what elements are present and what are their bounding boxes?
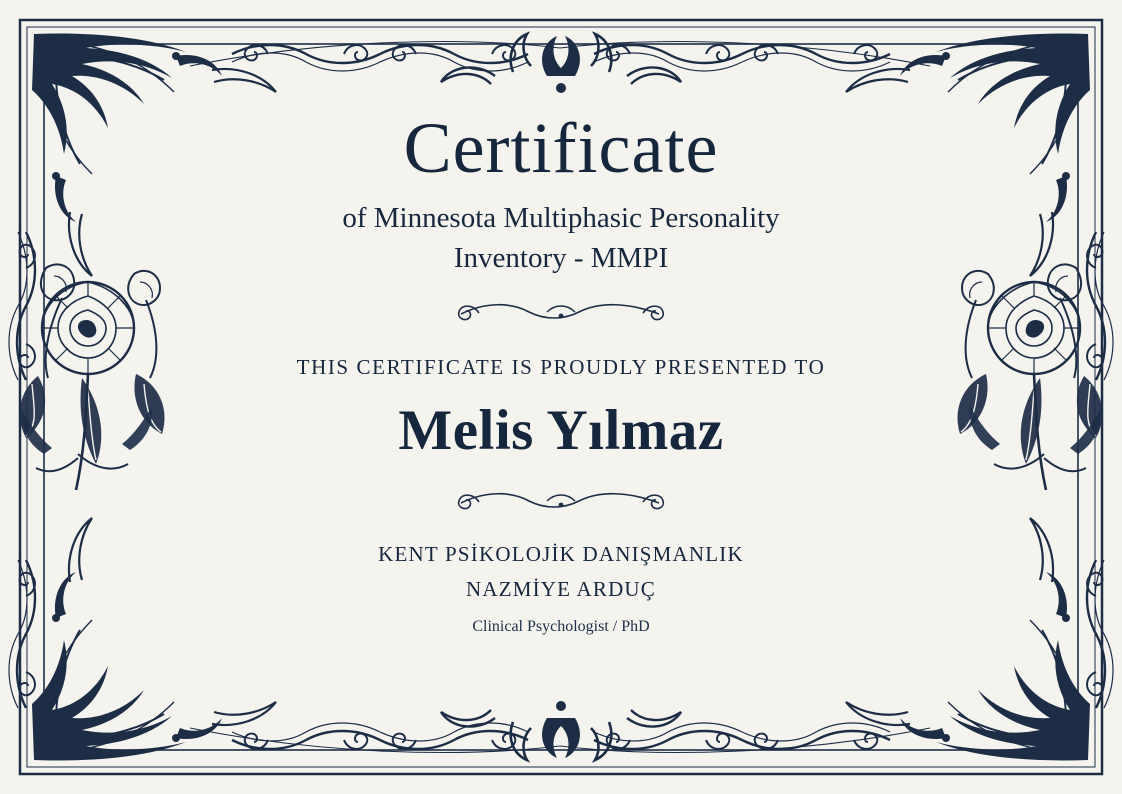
signatory-credential: Clinical Psychologist / PhD bbox=[472, 618, 650, 636]
rose-floral-ornament-left bbox=[20, 264, 165, 490]
rose-floral-ornament-right bbox=[958, 264, 1103, 490]
recipient-name: Melis Yılmaz bbox=[398, 399, 724, 463]
flourish-divider-top bbox=[451, 300, 671, 326]
certificate-title: Certificate bbox=[403, 108, 719, 188]
certificate-subtitle-line1: of Minnesota Multiphasic Personality bbox=[342, 202, 780, 234]
organization-name: KENT PSİKOLOJİK DANIŞMANLIK bbox=[378, 542, 744, 567]
presented-to-text: THIS CERTIFICATE IS PROUDLY PRESENTED TO bbox=[296, 355, 826, 380]
certificate-content bbox=[180, 108, 942, 636]
certificate-subtitle-line2: Inventory - MMPI bbox=[453, 242, 669, 275]
flourish-divider-bottom bbox=[451, 489, 671, 515]
signatory-name: NAZMİYE ARDUÇ bbox=[465, 577, 657, 602]
